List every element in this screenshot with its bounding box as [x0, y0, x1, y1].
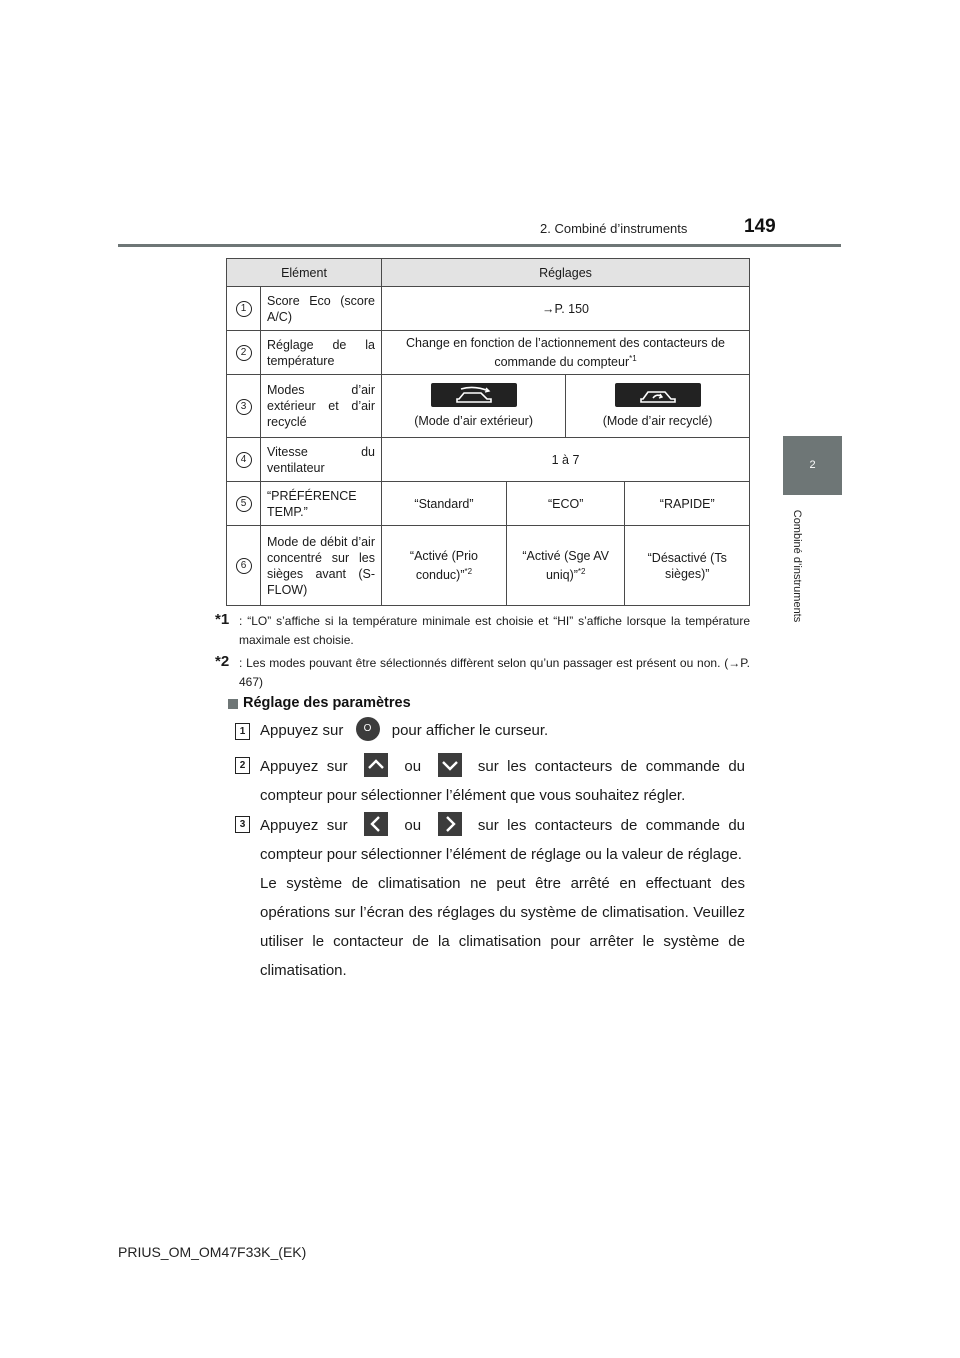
footnote-ref: *2 [577, 566, 586, 576]
footnote-text: : Les modes pouvant être sélectionnés diffèrent selon qu’un passager est présent ou non. (→P. 467) [239, 656, 750, 689]
up-arrow-icon [364, 753, 388, 777]
row-element: Réglage de la température [261, 331, 382, 375]
section-title: Réglage des paramètres [243, 695, 411, 711]
row-value: 1 à 7 [382, 438, 750, 482]
row-number: 2 [236, 345, 252, 361]
table-row [227, 482, 750, 526]
step-number: 3 [235, 816, 250, 833]
step-note: Le système de climatisation ne peut être arrêté en effectuant des opérations sur l’écran des réglages du système de climatisation. Veuillez utiliser le contacteur de la climatisation pour arrêter le système de climatisation. [260, 875, 745, 979]
table-row [227, 287, 750, 331]
header-rule [118, 244, 841, 247]
row-number: 5 [236, 496, 252, 512]
footnote-text: : “LO” s’affiche si la température minimale est choisie et “HI” s’affiche lorsque la température maximale est choisie. [239, 614, 750, 647]
row-value: “Activé (Prio conduc)”$^{*2}$ [382, 526, 507, 606]
row-element: “PRÉFÉRENCE TEMP.” [261, 482, 382, 526]
section-bullet [228, 699, 238, 709]
chapter-tab: 2 [783, 436, 842, 495]
ok-button-icon: O [356, 717, 380, 741]
row-element: Mode de débit d’air concentré sur les sièges avant (S-FLOW) [261, 526, 382, 606]
row-value: “Désactivé (Ts sièges)” [625, 526, 750, 606]
col-header-settings: Réglages [382, 259, 750, 287]
row-value: “RAPIDE” [625, 482, 750, 526]
table-row [227, 375, 750, 438]
row-value: Change en fonction de l’actionnement des contacteurs de commande du compteur$^{*1}$ [382, 331, 750, 375]
document-code: PRIUS_OM_OM47F33K_(EK) [118, 1244, 307, 1260]
table-row [227, 438, 750, 482]
step-text: Appuyez sur O pour afficher le curseur. [260, 716, 745, 745]
right-arrow-icon [438, 812, 462, 836]
table-row [227, 331, 750, 375]
step-text: Appuyez sur ou sur les contacteurs de commande du compteur pour sélectionner l’élément que vous souhaitez régler. [260, 752, 745, 810]
row-element: Score Eco (score A/C) [261, 287, 382, 331]
table-row [227, 526, 750, 606]
row-number: 1 [236, 301, 252, 317]
footnote [215, 612, 750, 650]
row-value: “Standard” [382, 482, 507, 526]
row-value: “ECO” [506, 482, 625, 526]
recirculated-air-icon [615, 383, 701, 407]
row-element: Vitesse du ventilateur [261, 438, 382, 482]
section-header-title: 2. Combiné d’instruments [540, 221, 688, 236]
step-number: 2 [235, 757, 250, 774]
row-value: →P. 150 [382, 287, 750, 331]
row-value: (Mode d’air extérieur) [382, 375, 566, 438]
footnote-mark: *2 [215, 653, 230, 670]
footnote-ref: *1 [629, 353, 637, 363]
settings-table [226, 258, 750, 606]
page-number: 149 [744, 216, 776, 237]
table-header-row [227, 259, 750, 287]
footnote-mark: *1 [215, 611, 230, 628]
footnote-ref: *2 [464, 566, 473, 576]
step-number: 1 [235, 723, 250, 740]
col-header-element: Elément [227, 259, 382, 287]
row-number: 3 [236, 399, 252, 415]
left-arrow-icon [364, 812, 388, 836]
row-number: 6 [236, 558, 252, 574]
row-number: 4 [236, 452, 252, 468]
step-text: Appuyez sur ou sur les contacteurs de commande du compteur pour sélectionner l’élément de réglage ou la valeur de réglage. Le système de climatisation ne peut être arrêté en effectuant des opérations sur l’écran des réglages du système de climatisation. Veuillez utiliser le contacteur de la climatisation pour arrêter le système de climatisation. [260, 811, 745, 985]
row-value: (Mode d’air recyclé) [566, 375, 750, 438]
outside-air-icon [431, 383, 517, 407]
chapter-side-label: Combiné d’instruments [791, 509, 803, 623]
down-arrow-icon [438, 753, 462, 777]
footnote [215, 654, 750, 692]
row-value: “Activé (Sge AV uniq)”$^{*2}$ [506, 526, 625, 606]
row-element: Modes d’air extérieur et d’air recyclé [261, 375, 382, 438]
